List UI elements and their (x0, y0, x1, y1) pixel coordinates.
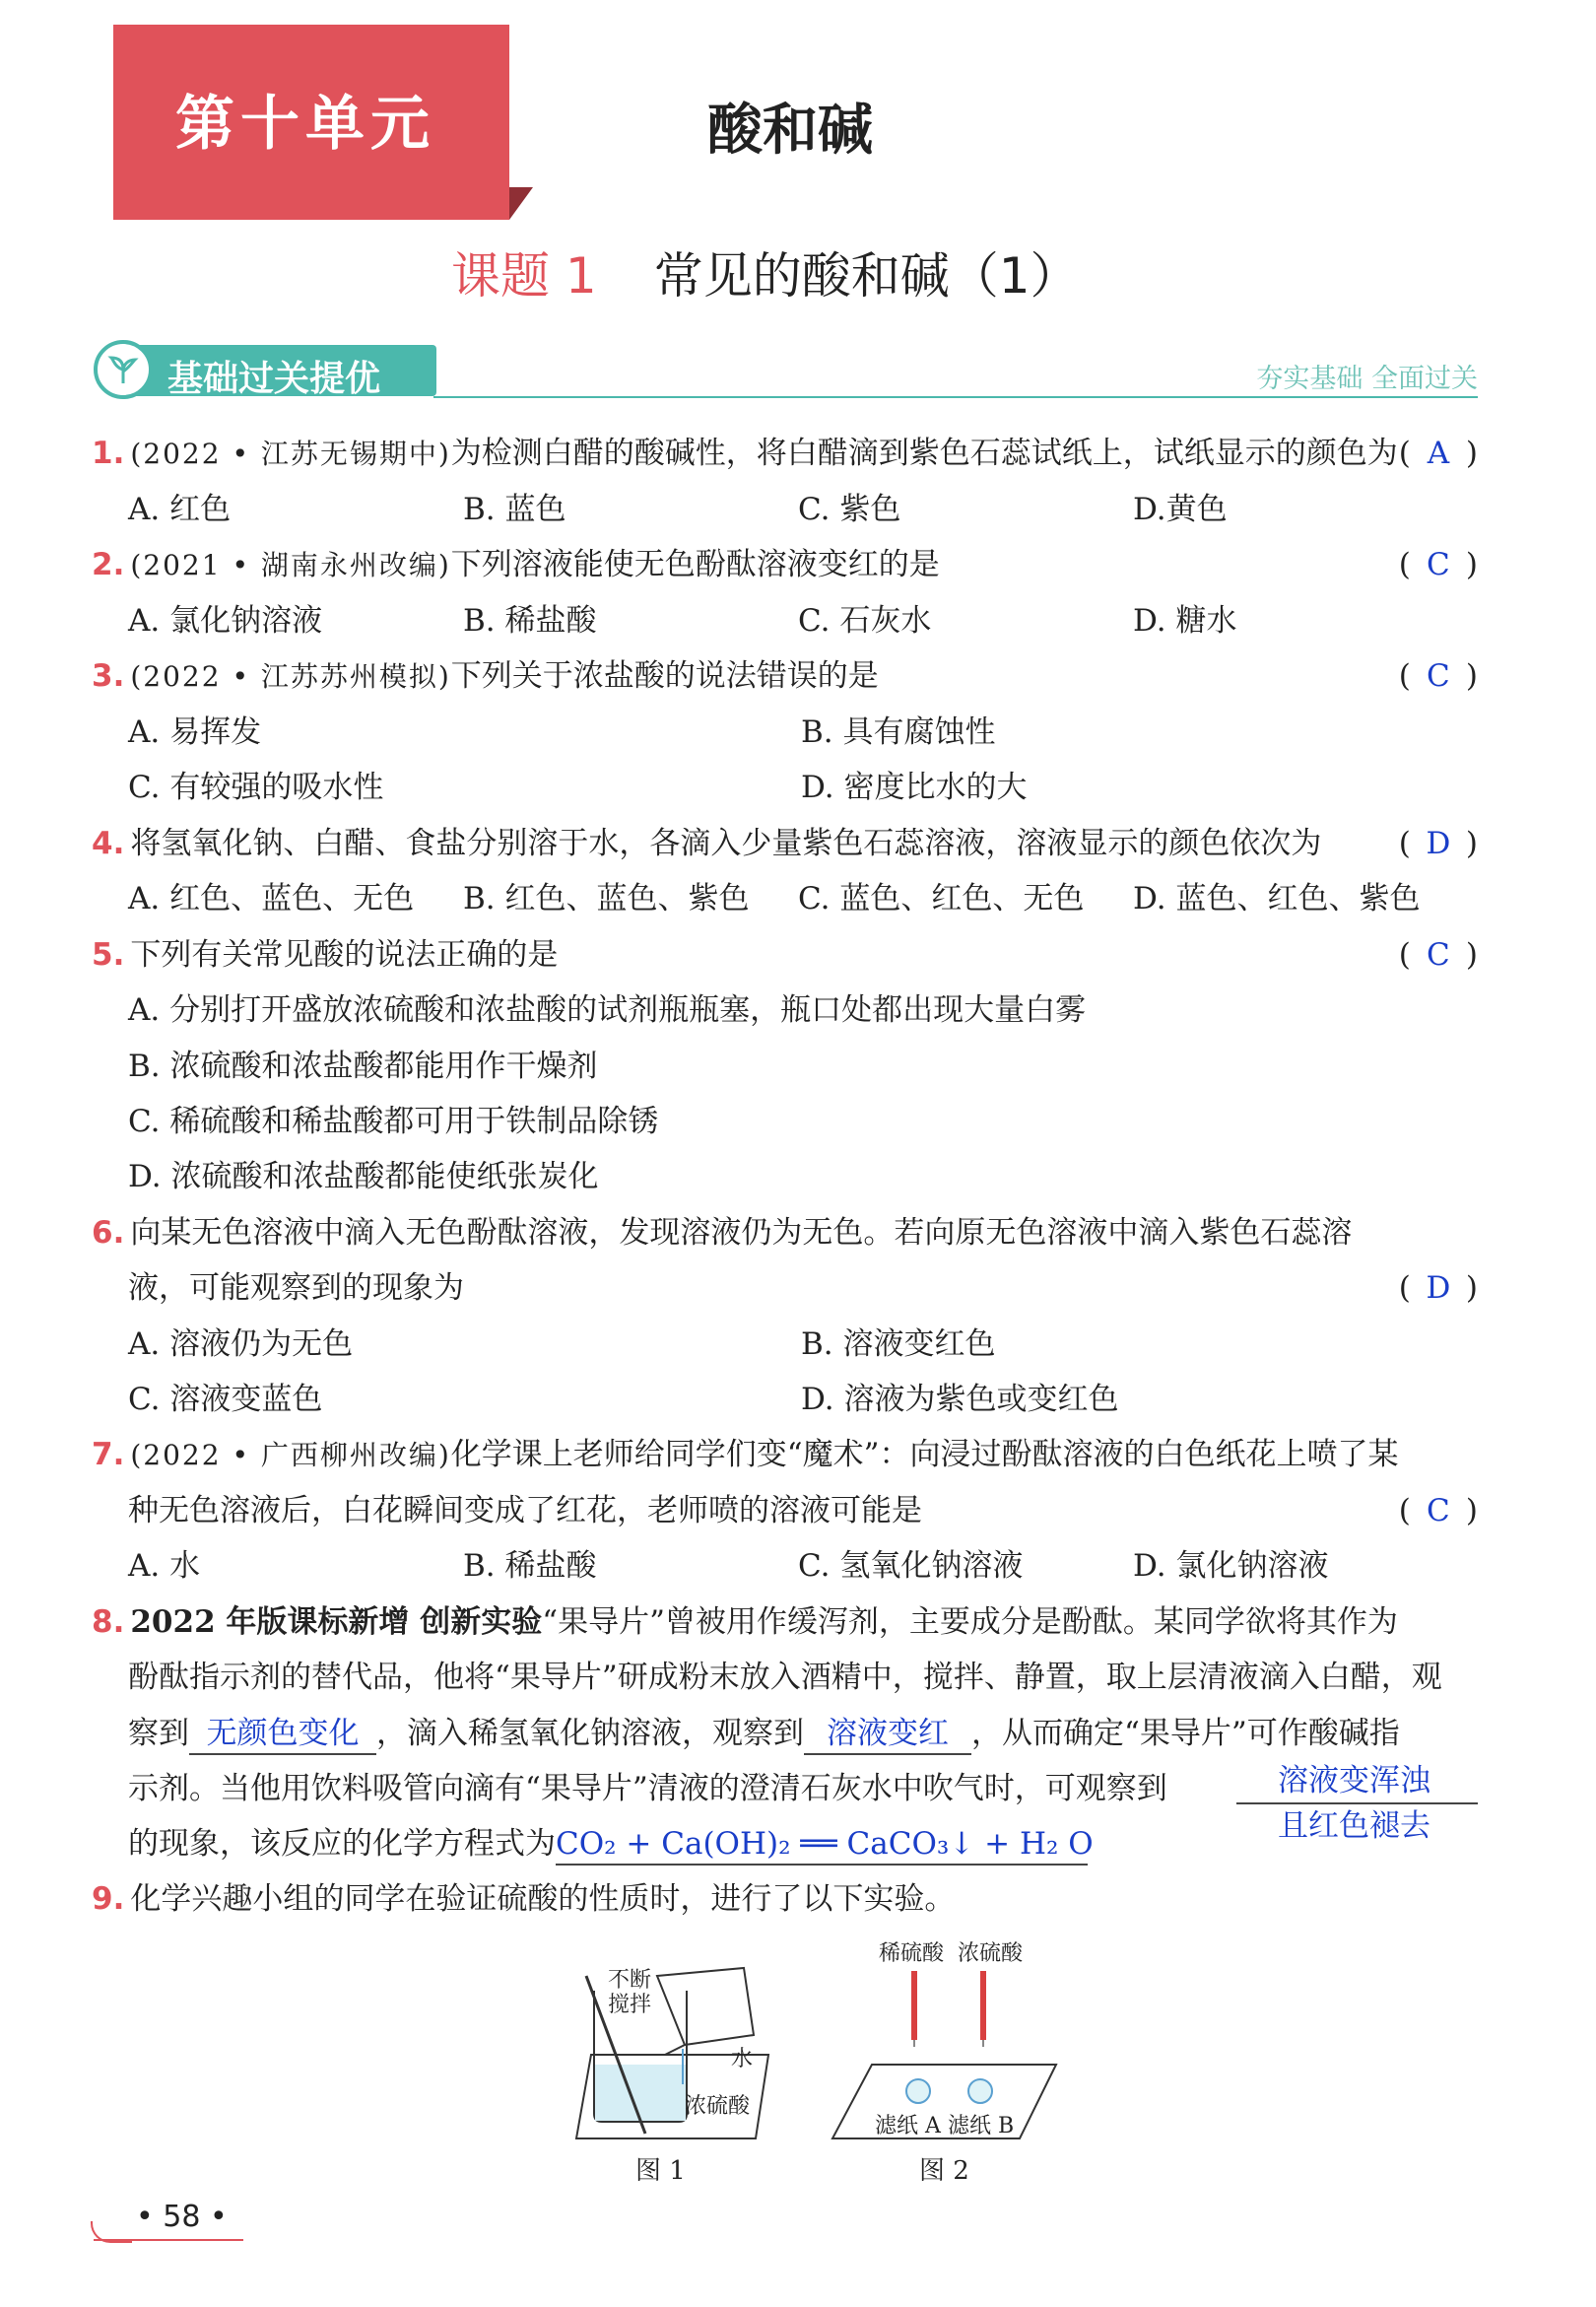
answer-blank-1: 无颜色变化 (189, 1714, 376, 1755)
question-line (128, 1714, 1400, 1755)
text: ，滴入稀氢氧化钠溶液，观察到 (376, 1716, 804, 1751)
banner-fold (509, 187, 533, 220)
text: 察到 (128, 1716, 189, 1751)
answer-blank-2: 溶液变红 (804, 1714, 971, 1755)
answer-bracket: ( C ) (1398, 658, 1478, 694)
question-number: 5. (92, 937, 125, 973)
page-underline (94, 2239, 243, 2241)
option: C. 氢氧化钠溶液 (798, 1548, 1024, 1584)
answer-bracket: ( D ) (1398, 1270, 1478, 1306)
option: D. 溶液为紫色或变红色 (801, 1382, 1119, 1417)
label-paper-a: 滤纸 A (875, 2114, 941, 2138)
question-stem: 下列有关常见酸的说法正确的是 (130, 937, 559, 973)
answer: D (1426, 1270, 1451, 1306)
option: C. 蓝色、红色、无色 (798, 881, 1085, 916)
option: A. 易挥发 (128, 714, 262, 750)
question-stem-continued: 种无色溶液后，白花瞬间变成了红花，老师喷的溶液可能是 (128, 1493, 922, 1528)
equation-blank: CO₂ + Ca(OH)₂ ══ CaCO₃↓ + H₂ O (556, 1824, 1088, 1866)
option: A. 分别打开盛放浓硫酸和浓盐酸的试剂瓶瓶塞，瓶口处都出现大量白雾 (128, 992, 1087, 1028)
question-number: 3. (92, 658, 125, 694)
blank-underline (1236, 1802, 1478, 1804)
option: D. 糖水 (1133, 603, 1237, 639)
section-divider (433, 396, 1478, 398)
unit-title: 酸和碱 (707, 99, 873, 163)
question-2 (92, 545, 940, 585)
question-1 (92, 434, 1398, 474)
option: B. 蓝色 (463, 492, 566, 527)
answer: C (1427, 1493, 1450, 1528)
answer-blank-3a: 溶液变浑浊 (1278, 1763, 1430, 1798)
label-conc-acid: 浓硫酸 (685, 2094, 751, 2119)
answer-bracket: ( C ) (1398, 1493, 1478, 1528)
question-9 (92, 1879, 955, 1919)
text: 的现象，该反应的化学方程式为 (128, 1826, 556, 1862)
label-dilute-acid: 稀硫酸 (879, 1941, 945, 1966)
question-source: (2022 • 江苏苏州模拟) (130, 660, 451, 693)
question-stem: 下列溶液能使无色酚酞溶液变红的是 (450, 547, 940, 582)
question-stem: 化学课上老师给同学们变“魔术”：向浸过酚酞溶液的白色纸花上喷了某 (450, 1437, 1399, 1472)
question-stem: “果导片”曾被用作缓泻剂，主要成分是酚酞。某同学欲将其作为 (542, 1604, 1398, 1640)
option: C. 稀硫酸和稀盐酸都可用于铁制品除锈 (128, 1104, 659, 1139)
figure-2-diagram (828, 1966, 1064, 2143)
question-line: 酚酞指示剂的替代品，他将“果导片”研成粉末放入酒精中，搅拌、静置，取上层清液滴入白醋，观 (128, 1660, 1442, 1695)
answer-blank-3b: 且红色褪去 (1278, 1808, 1430, 1844)
lesson-number: 课题 1 (451, 247, 597, 305)
question-7 (92, 1435, 1399, 1475)
question-stem: 将氢氧化钠、白醋、食盐分别溶于水，各滴入少量紫色石蕊溶液，溶液显示的颜色依次为 (130, 826, 1322, 861)
question-stem: 向某无色溶液中滴入无色酚酞溶液，发现溶液仍为无色。若向原无色溶液中滴入紫色石蕊溶 (130, 1215, 1353, 1251)
option: C. 石灰水 (798, 603, 932, 639)
label-paper-b: 滤纸 B (948, 2114, 1015, 2138)
question-5 (92, 935, 558, 975)
answer: C (1427, 937, 1450, 973)
option: B. 稀盐酸 (463, 1548, 597, 1584)
option: B. 具有腐蚀性 (801, 714, 996, 750)
label-stir: 不断 (608, 1968, 652, 1993)
question-3 (92, 656, 879, 697)
question-6 (92, 1213, 1352, 1253)
answer-bracket: ( A ) (1398, 436, 1478, 471)
question-number: 9. (92, 1881, 125, 1917)
option: A. 溶液仍为无色 (128, 1326, 354, 1362)
question-line: 示剂。当他用饮料吸管向滴有“果导片”清液的澄清石灰水中吹气时，可观察到 (128, 1771, 1167, 1806)
option: D. 氯化钠溶液 (1133, 1548, 1329, 1584)
question-number: 6. (92, 1215, 125, 1251)
answer: C (1427, 658, 1450, 694)
option: B. 浓硫酸和浓盐酸都能用作干燥剂 (128, 1049, 598, 1084)
question-tag: 2022 年版课标新增 创新实验 (130, 1604, 543, 1640)
option: D. 密度比水的大 (801, 770, 1028, 805)
label-water: 水 (731, 2047, 754, 2071)
section-title: 基础过关提优 (167, 359, 381, 399)
option: D.黄色 (1133, 492, 1228, 527)
option: C. 紫色 (798, 492, 901, 527)
question-number: 2. (92, 547, 125, 582)
option: A. 红色、蓝色、无色 (128, 881, 415, 916)
lesson-title: 常见的酸和碱（1） (653, 247, 1080, 305)
option: D. 浓硫酸和浓盐酸都能使纸张炭化 (128, 1159, 599, 1194)
question-stem: 下列关于浓盐酸的说法错误的是 (450, 658, 879, 694)
label-conc-acid: 浓硫酸 (958, 1941, 1024, 1966)
option: B. 稀盐酸 (463, 603, 597, 639)
answer: D (1426, 826, 1451, 861)
question-number: 8. (92, 1604, 125, 1640)
answer-bracket: ( D ) (1398, 826, 1478, 861)
answer-bracket: ( C ) (1398, 547, 1478, 582)
question-source: (2021 • 湖南永州改编) (130, 549, 451, 581)
option: C. 有较强的吸水性 (128, 770, 384, 805)
section-slogan: 夯实基础 全面过关 (1256, 364, 1478, 394)
question-number: 4. (92, 826, 125, 861)
question-4 (92, 824, 1321, 863)
question-8 (92, 1602, 1398, 1642)
figure-2-caption: 图 2 (919, 2156, 969, 2186)
option: B. 溶液变红色 (801, 1326, 996, 1362)
option: A. 水 (128, 1548, 201, 1584)
question-stem: 为检测白醋的酸碱性，将白醋滴到紫色石蕊试纸上，试纸显示的颜色为 (450, 436, 1398, 471)
page-number: • 58 • (136, 2200, 228, 2234)
option: D. 蓝色、红色、紫色 (1133, 881, 1421, 916)
question-number: 7. (92, 1437, 125, 1472)
lesson-heading (451, 237, 1080, 307)
figure-1-caption: 图 1 (635, 2156, 686, 2186)
answer-bracket: ( C ) (1398, 937, 1478, 973)
option: A. 红色 (128, 492, 232, 527)
label-stir: 搅拌 (608, 1993, 652, 2017)
option: C. 溶液变蓝色 (128, 1382, 323, 1417)
answer: A (1427, 436, 1450, 471)
question-line (128, 1824, 1094, 1866)
unit-label: 第十单元 (175, 90, 435, 159)
answer: C (1427, 547, 1450, 582)
sprout-icon (94, 340, 153, 399)
question-number: 1. (92, 436, 125, 471)
question-source: (2022 • 江苏无锡期中) (130, 438, 451, 470)
text: ，从而确定“果导片”可作酸碱指 (971, 1716, 1400, 1751)
question-stem-continued: 液，可能观察到的现象为 (128, 1270, 464, 1306)
option: A. 氯化钠溶液 (128, 603, 323, 639)
question-source: (2022 • 广西柳州改编) (130, 1439, 451, 1471)
question-stem: 化学兴趣小组的同学在验证硫酸的性质时，进行了以下实验。 (130, 1881, 956, 1917)
option: B. 红色、蓝色、紫色 (463, 881, 750, 916)
